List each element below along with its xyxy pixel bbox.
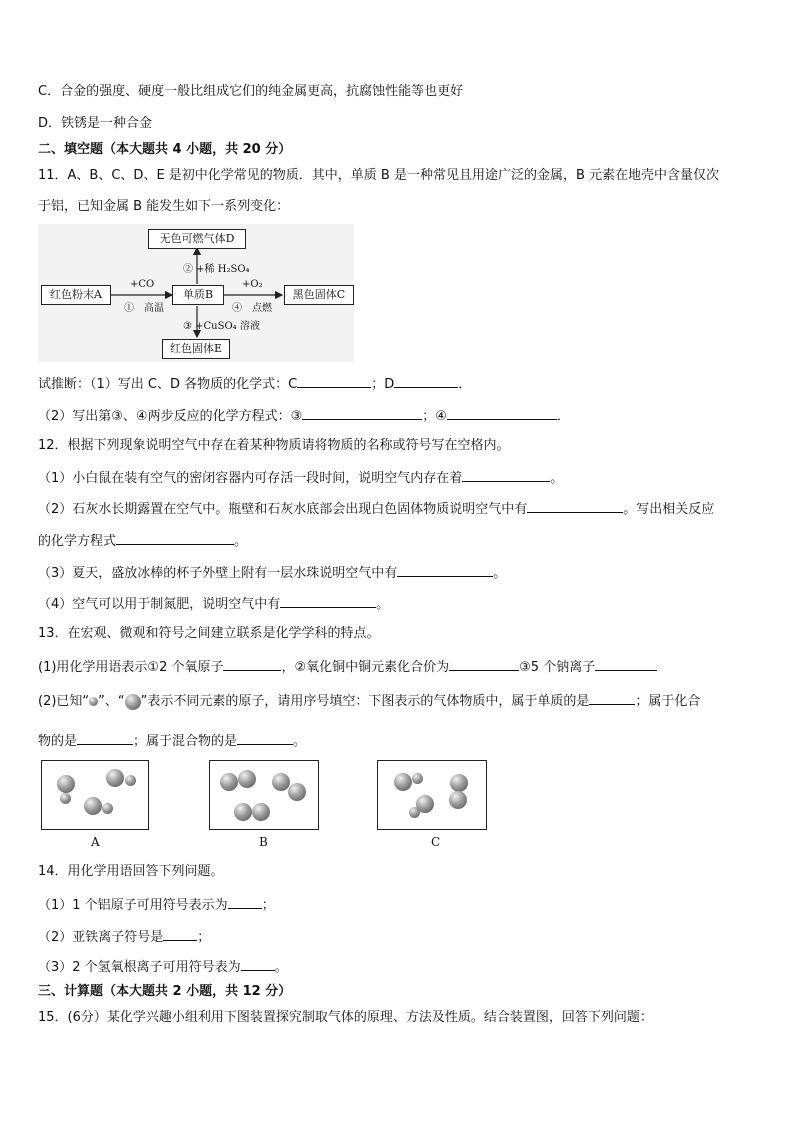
answer-blank-mixture[interactable] — [237, 731, 293, 745]
answer-blank-q14-2[interactable] — [163, 927, 197, 941]
q13-sub2-b: ”、“ — [98, 694, 125, 709]
q11-sub2-end: ． — [556, 409, 570, 424]
atom-large — [288, 783, 306, 801]
q13-sub2-a: (2)已知“ — [38, 694, 90, 709]
label-arrow-up: ② +稀 H₂SO₄ — [183, 264, 250, 275]
answer-blank-q12-3[interactable] — [397, 563, 493, 577]
section-3-heading: 三、计算题（本大题共 2 小题，共 12 分） — [38, 984, 292, 999]
q14-sub3-end: 。 — [274, 960, 288, 975]
atom-large — [238, 770, 256, 788]
q12-sub2b — [38, 531, 247, 551]
q12-sub4-text: （4）空气可以用于制氮肥，说明空气中有 — [38, 597, 281, 612]
box-e: 红色固体E — [162, 339, 230, 359]
option-c: C．合金的强度、硬度一般比组成它们的纯金属更高，抗腐蚀性能等也更好 — [38, 84, 464, 99]
molecule-box-c — [377, 760, 487, 830]
q13-sub2 — [38, 691, 700, 711]
answer-blank-q12-2[interactable] — [527, 499, 623, 513]
atom-small — [60, 793, 71, 804]
q13-sub2-d: ；属于化合 — [635, 694, 701, 709]
q13-sub1-b: ，②氧化铜中铜元素化合价为 — [281, 660, 450, 675]
q12-sub2-text: （2）石灰水长期露置在空气中。瓶壁和石灰水底部会出现白色固体物质说明空气中有 — [38, 502, 528, 517]
q13-sub1 — [38, 657, 657, 677]
answer-blank-q14-3[interactable] — [241, 957, 275, 971]
q12-sub3-text: （3）夏天，盛放冰棒的杯子外壁上附有一层水珠说明空气中有 — [38, 566, 398, 581]
q11-text-2: 于铝，已知金属 B 能发生如下一系列变化： — [38, 199, 290, 214]
q14-sub3-text: （3）2 个氢氧根离子可用符号表为 — [38, 960, 241, 975]
atom-large — [449, 791, 467, 809]
answer-blank-q12-eq[interactable] — [116, 531, 234, 545]
q13-sub1-a: (1)用化学用语表示①2 个氧原子 — [38, 660, 224, 675]
atom-small — [409, 807, 420, 818]
answer-blank-c[interactable] — [297, 374, 371, 388]
answer-blank-q12-4[interactable] — [280, 594, 376, 608]
q11-sub2-mid: ；④ — [422, 409, 447, 424]
atom-large — [84, 797, 102, 815]
answer-blank-q13-1[interactable] — [223, 657, 281, 671]
box-b: 单质B — [172, 285, 224, 305]
q14-text: 14．用化学用语回答下列问题。 — [38, 864, 224, 879]
atom-small — [102, 803, 113, 814]
atom-small — [125, 775, 136, 786]
molecule-label-a: A — [91, 835, 100, 849]
small-atom-icon — [89, 697, 98, 706]
label-high-temp: ① 高温 — [124, 303, 164, 314]
q12-sub4 — [38, 594, 389, 614]
option-d: D．铁锈是一种合金 — [38, 116, 153, 131]
q11-text-1: 11．A、B、C、D、E 是初中化学常见的物质．其中，单质 B 是一种常见且用途广泛的金属，B 元素在地壳中含量仅次 — [38, 168, 720, 183]
label-arrow-down: ③ +CuSO₄ 溶液 — [183, 321, 260, 332]
q12-sub2b-text: 的化学方程式 — [38, 534, 117, 549]
atom-large — [394, 773, 412, 791]
answer-blank-q13-3[interactable] — [595, 657, 657, 671]
molecule-label-c: C — [431, 835, 441, 849]
box-d: 无色可燃气体D — [148, 229, 246, 249]
atom-large — [57, 775, 75, 793]
q12-sub4-end: 。 — [376, 597, 390, 612]
q11-sub1-end: ． — [458, 377, 472, 392]
atom-large — [450, 774, 468, 792]
label-co: +CO — [130, 279, 155, 290]
q11-sub2-text: （2）写出第③、④两步反应的化学方程式：③ — [38, 409, 303, 424]
q11-sub1 — [38, 374, 471, 394]
atom-large — [252, 803, 270, 821]
atom-large — [234, 803, 252, 821]
q14-sub2-text: （2）亚铁离子符号是 — [38, 930, 164, 945]
atom-large — [106, 769, 124, 787]
label-ignite: ④ 点燃 — [232, 303, 272, 314]
q12-sub1-end: 。 — [550, 471, 564, 486]
answer-blank-q12-1[interactable] — [462, 468, 550, 482]
q13-text: 13．在宏观、微观和符号之间建立联系是化学学科的特点。 — [38, 626, 380, 641]
molecule-box-a — [41, 760, 149, 830]
reaction-flow-diagram — [38, 224, 354, 362]
answer-blank-q14-1[interactable] — [228, 895, 262, 909]
q12-text: 12．根据下列现象说明空气中存在着某种物质请将物质的名称或符号写在空格内。 — [38, 438, 510, 453]
q14-sub3 — [38, 957, 288, 977]
box-a: 红色粉末A — [41, 285, 111, 305]
q13-sub3-c: 。 — [293, 734, 307, 749]
q13-sub1-c: ③5 个钠离子 — [519, 660, 596, 675]
box-c: 黑色固体C — [284, 285, 354, 305]
answer-blank-eq3[interactable] — [302, 406, 422, 420]
answer-blank-compound[interactable] — [77, 731, 133, 745]
q14-sub1-end: ； — [261, 898, 275, 913]
q11-sub1-mid: ；D — [371, 377, 395, 392]
label-o2: +O₂ — [242, 279, 263, 290]
answer-blank-q13-2[interactable] — [449, 657, 519, 671]
q11-sub2 — [38, 406, 570, 426]
atom-large — [272, 773, 290, 791]
q15-text: 15．(6分）某化学兴趣小组利用下图装置探究制取气体的原理、方法及性质。结合装置图，回答下列问题： — [38, 1010, 653, 1025]
large-atom-icon — [125, 694, 141, 710]
q12-sub2 — [38, 499, 714, 519]
q12-sub3 — [38, 563, 506, 583]
q12-sub1 — [38, 468, 563, 488]
q14-sub1 — [38, 895, 275, 915]
q14-sub2-end: ； — [197, 930, 211, 945]
q13-sub3-a: 物的是 — [38, 734, 78, 749]
answer-blank-d[interactable] — [394, 374, 458, 388]
q12-sub2b-end: 。 — [234, 534, 248, 549]
answer-blank-eq4[interactable] — [447, 406, 557, 420]
q12-sub2-end: 。写出相关反应 — [623, 502, 715, 517]
atom-small — [412, 773, 423, 784]
molecule-label-b: B — [259, 835, 268, 849]
q11-sub1-text: 试推断：（1）写出 C、D 各物质的化学式：C — [38, 377, 298, 392]
q12-sub3-end: 。 — [493, 566, 507, 581]
section-2-heading: 二、填空题（本大题共 4 小题，共 20 分） — [38, 142, 292, 157]
q14-sub2 — [38, 927, 210, 947]
q12-sub1-text: （1）小白鼠在装有空气的密闭容器内可存活一段时间，说明空气内存在着 — [38, 471, 463, 486]
q13-sub2-c: ”表示不同元素的原子，请用序号填空：下图表示的气体物质中，属于单质的是 — [140, 694, 590, 709]
molecule-box-b — [209, 760, 319, 830]
q13-sub3-b: ；属于混合物的是 — [133, 734, 238, 749]
answer-blank-elemental[interactable] — [589, 691, 635, 705]
q13-sub3 — [38, 731, 306, 751]
q14-sub1-text: （1）1 个铝原子可用符号表示为 — [38, 898, 228, 913]
atom-large — [220, 773, 238, 791]
